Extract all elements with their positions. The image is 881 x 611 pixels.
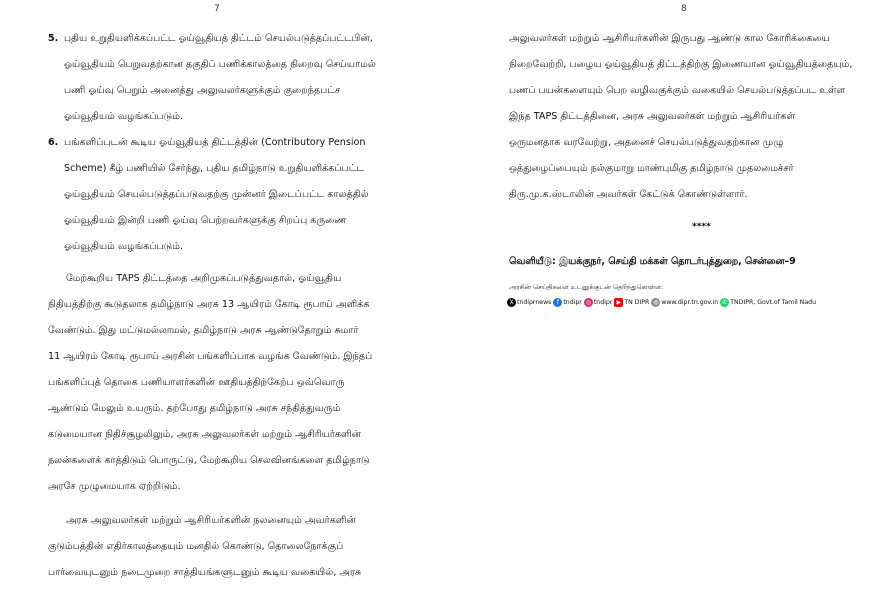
text-line: திரு.மு.க.ஸ்டாலின் அவர்கள் கேட்டுக் கொண்டுள்ளார்.: [509, 189, 748, 200]
text-line: குடும்பத்தின் எதிர்காலத்தையும் மனதில் கொண்டு, தொலைநோக்குப்: [48, 541, 344, 552]
social-label: TNDIPR, Govt.of Tamil Nadu: [730, 299, 817, 306]
right-page: [441, 0, 881, 611]
text-line: ஓய்வூதியம் பெறுவதற்கான தகுதிப் பணிக்காலத்தை நிறைவு செய்யாமல்: [64, 59, 376, 70]
social-label: tndiprnews: [517, 299, 552, 306]
social-web[interactable]: [651, 298, 718, 307]
social-facebook[interactable]: [553, 298, 581, 307]
web-icon: ◍: [653, 299, 659, 306]
text-line: இந்த TAPS திட்டத்தினை, அரசு அலுவலர்கள் மற்றும் ஆசிரியர்கள்: [509, 111, 796, 122]
text-line: கடுமையான நிதிச்சூழலிலும், அரசு அலுவலர்கள் மற்றும் ஆசிரியர்களின்: [48, 429, 361, 440]
list-number: 5.: [48, 33, 59, 44]
social-whatsapp[interactable]: [720, 298, 816, 307]
social-label: tndipr: [593, 299, 613, 306]
text-line: ஓய்வூதியம் இன்றி பணி ஓய்வு பெற்றவர்களுக்கு சிறப்பு கருணை: [64, 215, 347, 226]
text-line: அரசே முழுமையாக ஏற்றிடும்.: [48, 481, 181, 492]
text-line: அலுவலர்கள் மற்றும் ஆசிரியர்களின் இருபது ஆண்டு கால கோரிக்கையை: [509, 33, 830, 44]
text-line: வேண்டும். இது மட்டுமல்லாமல், தமிழ்நாடு அரசு ஆண்டுதோறும் சுமார்: [48, 325, 359, 336]
instagram-icon: ◎: [585, 299, 591, 306]
social-label: tndipr: [563, 299, 582, 306]
text-line: பணி ஓய்வு பெறும் அனைத்து அலுவலர்களுக்கும் குறைந்தபட்ச: [64, 85, 341, 96]
separator-stars: ****: [692, 222, 711, 232]
social-links: [507, 298, 816, 307]
social-label: TN DIPR: [624, 299, 650, 306]
page-number: 7: [214, 4, 220, 14]
text-line: பங்களிப்புத் தொகை பணியாளர்களின் ஊதியத்திற்கேற்ப ஒவ்வொரு: [48, 377, 345, 388]
text-line: ஒத்துழைப்பையும் நல்குமாறு மாண்புமிகு தமிழ்நாடு முதலமைச்சர்: [509, 163, 794, 174]
text-line: பார்வையுடனும் நடைமுறை சாத்தியங்களுடனும் கூடிய வகையில், அரசு: [48, 567, 362, 578]
social-youtube[interactable]: [614, 298, 649, 307]
facebook-icon: f: [553, 298, 562, 307]
text-line: Scheme) கீழ் பணியில் சேர்ந்து, புதிய தமிழ்நாடு உறுதியளிக்கப்பட்ட: [64, 163, 364, 174]
page-number: 8: [681, 4, 687, 14]
text-line: ஓய்வூதியம் வழங்கப்படும்.: [64, 241, 184, 252]
text-line: பணப் பயன்களையும் பெற வழிவகுக்கும் வகையில் செயல்படுத்தப்பட உள்ள: [509, 85, 846, 96]
text-line: புதிய உறுதியளிக்கப்பட்ட ஓய்வூதியத் திட்டம் செயல்படுத்தப்பட்டபின்,: [64, 33, 373, 44]
text-line: நலன்களைக் காத்திடும் பொருட்டு, மேற்கூறிய செலவினங்களை தமிழ்நாடு: [48, 455, 370, 466]
whatsapp-icon: ✆: [722, 299, 728, 306]
text-line: ஓய்வூதியம் செயல்படுத்தப்படுவதற்கு முன்னர் இடைப்பட்ட காலத்தில்: [64, 189, 369, 200]
x-icon: X: [507, 298, 516, 307]
youtube-icon: ▶: [614, 298, 623, 307]
social-label: www.dipr.tn.gov.in: [661, 299, 719, 306]
text-line: நிதியத்திற்கு கூடுதலாக தமிழ்நாடு அரசு 13 ஆயிரம் கோடி ரூபாய் அளிக்க: [48, 299, 370, 310]
text-line: நிறைவேற்றி, பழைய ஓய்வூதியத் திட்டத்திற்கு இணையான ஓய்வூதியத்தையும்,: [509, 59, 853, 70]
left-page: [0, 0, 440, 611]
social-x[interactable]: [507, 298, 551, 307]
list-number: 6.: [48, 137, 59, 148]
text-line: ஓய்வூதியம் வழங்கப்படும்.: [64, 111, 184, 122]
text-line: மேற்கூறிய TAPS திட்டத்தை அறிமுகப்படுத்துவதால், ஓய்வூதிய: [66, 273, 342, 284]
text-line: ஆண்டும் மேலும் உயரும். தற்போது தமிழ்நாடு அரசு சந்தித்துவரும்: [48, 403, 341, 414]
text-line: அரசு அலுவலர்கள் மற்றும் ஆசிரியர்களின் நலனையும் அவர்களின்: [66, 515, 356, 526]
follow-text: அரசின் செய்திகளை உடனுக்குடன் தெரிந்துகொள்ள:: [509, 283, 664, 291]
social-instagram[interactable]: [584, 298, 612, 307]
release-line: வெளியீடு: இயக்குநர், செய்தி மக்கள் தொடர்புத்துறை, சென்னை–9: [509, 256, 796, 267]
text-line: 11 ஆயிரம் கோடி ரூபாய் அரசின் பங்களிப்பாக வழங்க வேண்டும். இந்தப்: [48, 351, 373, 362]
text-line: பங்களிப்புடன் கூடிய ஓய்வூதியத் திட்டத்தின் (Contributory Pension: [64, 137, 366, 148]
text-line: ஒருமனதாக வரவேற்று, அதனைச் செயல்படுத்துவதற்கான முழு: [509, 137, 784, 148]
